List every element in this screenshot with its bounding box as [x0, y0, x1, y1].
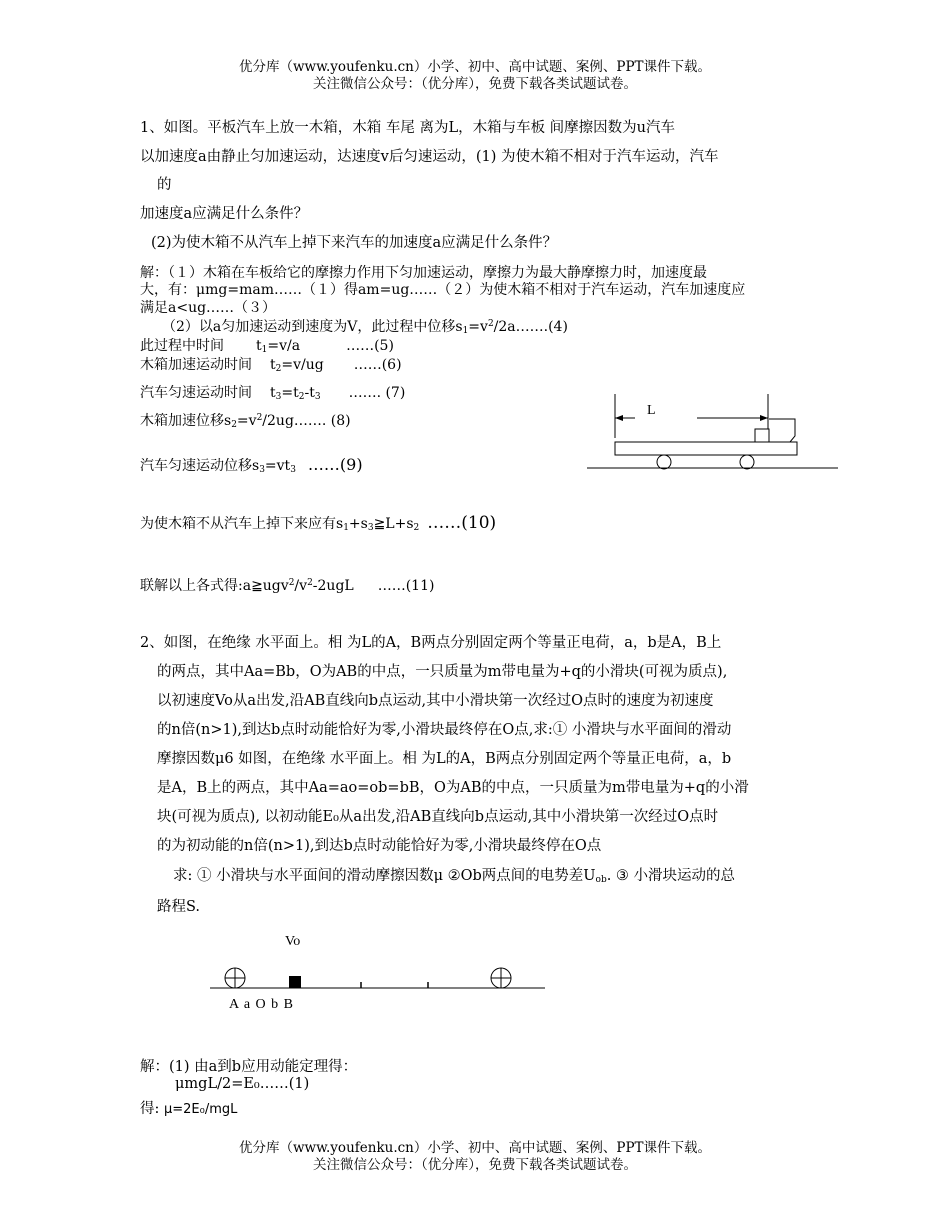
label-L: L	[647, 403, 656, 418]
footer-line-2: 关注微信公众号：（优分库），免费下载各类试题试卷。	[313, 1157, 637, 1173]
sol2-line-2: μmgL/2=E₀……(1)	[175, 1076, 310, 1092]
q2-line-5: 摩擦因数μ6 如图，在绝缘 水平面上。相 为L的A，B两点分别固定两个等量正电荷，a，b	[157, 751, 732, 767]
rear-wheel	[657, 455, 671, 469]
sol1-line-10: 为使木箱不从汽车上掉下来应有$s_1+s_3≧L+s_2$ ……(10)	[140, 513, 497, 533]
sol1-line-3: 满足a<ug……（３）	[140, 300, 277, 316]
q1-line-2: 以加速度a由静止匀加速运动，达速度v后匀速运动，(1) 为使木箱不相对于汽车运动，汽车	[140, 149, 719, 165]
charge-B	[491, 968, 511, 988]
q2-line-3: 以初速度Vo从a出发,沿AB直线向b点运动,其中小滑块第一次经过O点时的速度为初速度	[157, 693, 714, 709]
sol1-line-8: 木箱加速位移$s_2=v^2/2ug\dots\dots$. (8)	[140, 413, 351, 430]
sol1-line-1: 解：（１）木箱在车板给它的摩擦力作用下匀加速运动，摩擦力为最大静摩擦力时，加速度最	[140, 265, 707, 281]
q2-line-10: 路程S.	[157, 899, 201, 915]
arrowhead-right	[760, 415, 768, 421]
truck-figure	[585, 392, 840, 474]
q2-line-1: 2、如图，在绝缘 水平面上。相 为L的A，B两点分别固定两个等量正电荷，a，b是A，B上	[140, 635, 722, 651]
q2-line-2: 的两点，其中Aa=Bb，O为AB的中点，一只质量为m带电量为+q的小滑块(可视为质点),	[157, 664, 728, 680]
truck-cab	[769, 419, 795, 442]
sol2-line-3: 得: μ=2E₀/mgL	[140, 1101, 238, 1117]
q2-line-9: 求: ① 小滑块与水平面间的滑动摩擦因数μ ②Ob两点间的电势差$U_{ob}$. ③ 小滑块运动的总	[173, 868, 736, 885]
vo-label: Vo	[285, 934, 301, 949]
sol1-line-11: 联解以上各式得$:a≧ugv^2/v^2-2ugL$ ……(11)	[140, 578, 435, 594]
sol1-line-4: （2）以a匀加速运动到速度为V，此过程中位移$s_1=v^2/2a\dots\dots.(4)$	[162, 319, 568, 336]
q1-line-1: 1、如图。平板汽车上放一木箱，木箱 车尾 离为L，木箱与车板 间摩擦因数为u汽车	[140, 120, 676, 136]
crate	[755, 429, 769, 442]
sol1-line-9: 汽车匀速运动位移$s_3=vt_3$ ……(9)	[140, 455, 363, 475]
sol1-line-2: 大，有：μmg=mam……（１）得am=ug……（２）为使木箱不相对于汽车运动，汽车加速度应	[140, 282, 746, 298]
q1-line-3: 的	[157, 177, 172, 193]
q2-line-8: 的为初动能的n倍(n>1),到达b点时动能恰好为零,小滑块最终停在O点	[157, 838, 602, 854]
front-wheel	[740, 455, 754, 469]
q1-line-5: (2)为使木箱不从汽车上掉下来汽车的加速度a应满足什么条件？	[151, 235, 558, 251]
header-line-1: 优分库（www.youfenku.cn）小学、初中、高中试题、案例、PPT课件下载。	[238, 59, 712, 75]
sol1-line-7: 汽车匀速运动时间 $t_3=t_2-t_3$ ……. (7)	[140, 385, 406, 402]
slider-block	[289, 976, 301, 988]
header-line-2: 关注微信公众号：（优分库），免费下载各类试题试卷。	[313, 76, 637, 92]
q1-line-4: 加速度a应满足什么条件？	[140, 206, 309, 222]
truck-bed	[615, 442, 797, 455]
q2-line-6: 是A，B上的两点，其中Aa=ao=ob=bB，O为AB的中点，一只质量为m带电量为+q的小滑	[157, 780, 749, 796]
q2-line-4: 的n倍(n>1),到达b点时动能恰好为零,小滑块最终停在O点,求:① 小滑块与水平面间的滑动	[157, 722, 732, 738]
point-labels: A a O b B	[229, 997, 294, 1012]
footer-line-1: 优分库（www.youfenku.cn）小学、初中、高中试题、案例、PPT课件下载。	[238, 1140, 712, 1156]
charges-figure	[205, 928, 550, 1016]
sol2-line-1: 解：(1) 由a到b应用动能定理得：	[140, 1059, 358, 1075]
sol1-line-5: 此过程中时间 $t_1=v/a$ ……(5)	[140, 338, 394, 355]
arrowhead-left	[615, 415, 623, 421]
sol1-line-6: 木箱加速运动时间 $t_2=v/ug$ ……(6)	[140, 357, 402, 374]
q2-line-7: 块(可视为质点), 以初动能E₀从a出发,沿AB直线向b点运动,其中小滑块第一次经过O点时	[157, 809, 719, 825]
charge-A	[225, 968, 245, 988]
